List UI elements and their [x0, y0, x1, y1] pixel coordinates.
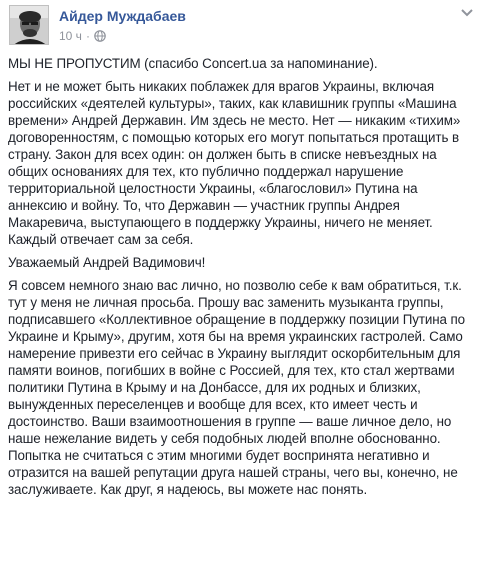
post-timestamp[interactable]: 10 ч	[59, 29, 82, 43]
post-header	[8, 0, 479, 54]
post-paragraph: Я совсем немного знаю вас лично, но позволю себе к вам обратиться, т.к. тут у меня не личная просьба. Прошу вас заменить музыканта группы, подписавшего «Коллективное обращение в поддержку позиции Путина по Украине и Крыму», другим, хотя бы на время украинских гастролей. Само намерение привезти его сейчас в Украину выглядит оскорбительным для памяти воинов, погибших в войне с Россией, для тех, кто стал жертвами политики Путина в Крыму и на Донбассе, для их родных и близких, вынужденных переселенцев и вообще для всех, кто имеет честь и достоинство. Ваши взаимоотношения в группе — ваше личное дело, но наше нежелание видеть у себя подобных людей вполне обоснованно. Попытка не считаться с этим многими будет воспринята негативно и отразится на вашей репутации друга нашей страны, чего вы, конечно, не заслуживаете. Как друг, я надеюсь, вы можете нас понять.	[8, 278, 465, 497]
chevron-down-icon	[457, 4, 477, 20]
avatar-photo	[10, 6, 49, 45]
post-paragraph: Нет и не может быть никаких поблажек для врагов Украины, включая российских «деятелей культуры», таких, как клавишник группы «Машина времени» Андрей Державин. Им здесь не место. Нет — никаким «тихим» договоренностям, с помощью которых его могут попытаться протащить в страну. Закон для всех один: он должен быть в списке невъездных на общих основаниях для тех, кто публично поддержал нарушение территориальной целостности Украины, «благословил» Путина на аннексию и войну. То, что Державин — участник группы Андрея Макаревича, выступающего в поддержку Украины, ничего не меняет. Каждый отвечает сам за себя.	[8, 79, 461, 247]
author-name-link[interactable]: Айдер Муждабаев	[59, 8, 186, 24]
post-paragraph-headline: МЫ НЕ ПРОПУСТИМ (спасибо Concert.ua за напоминание).	[8, 56, 378, 71]
post-options-button[interactable]	[457, 4, 477, 20]
post-body	[8, 55, 479, 498]
meta-separator: ·	[85, 29, 90, 43]
author-avatar[interactable]	[9, 5, 49, 45]
post-paragraph-greeting: Уважаемый Андрей Вадимович!	[8, 255, 206, 270]
post-meta	[59, 29, 106, 43]
globe-icon[interactable]	[94, 30, 106, 42]
